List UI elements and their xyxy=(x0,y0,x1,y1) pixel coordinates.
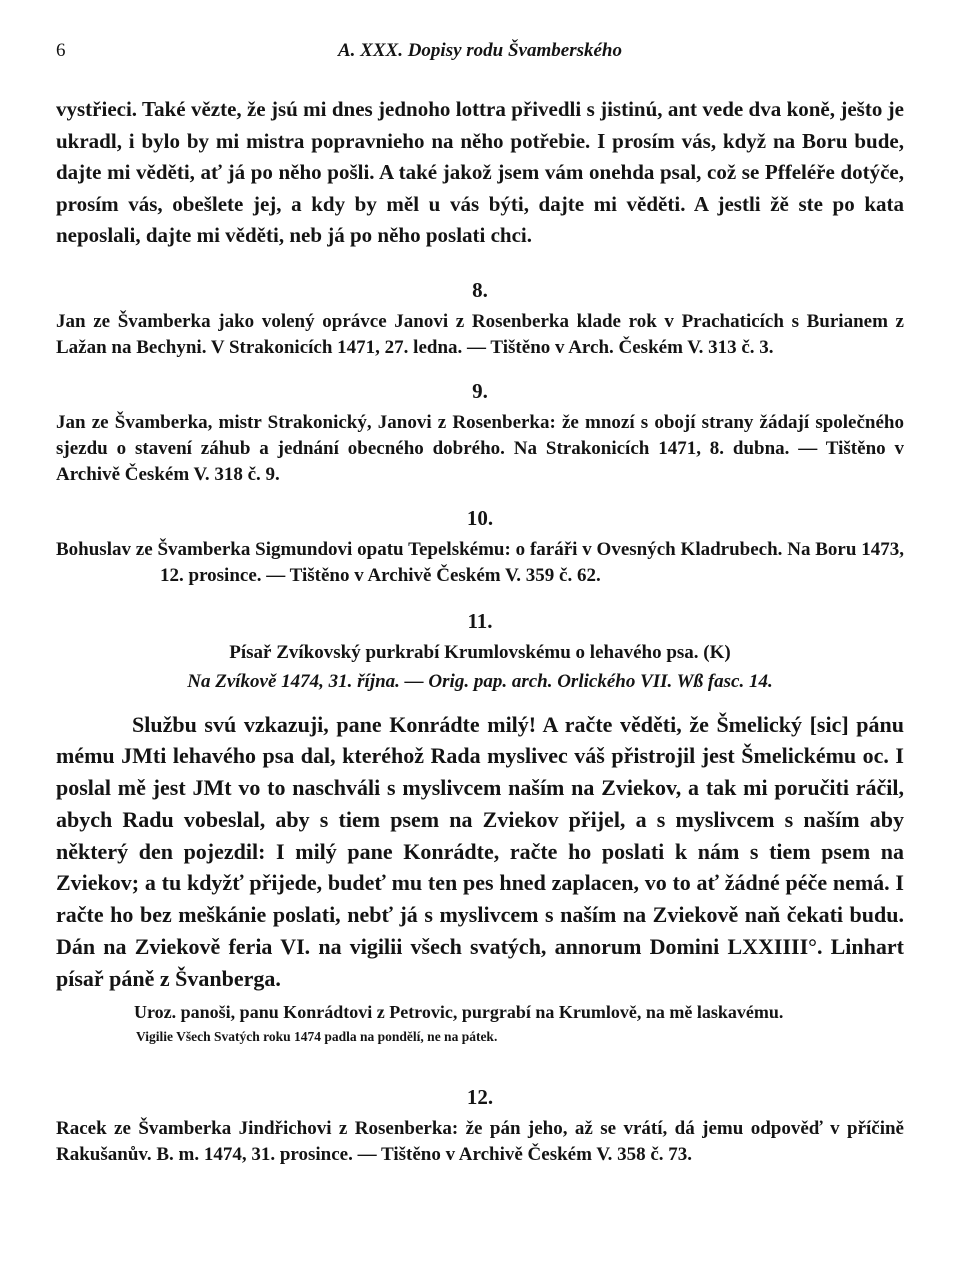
continuation-text: vystřieci. Také vězte, že jsú mi dnes jednoho lottra přivedli s jistinú, ant vede dva koně, ješto je ukradl, i bylo by mi mistra popravnieho na něho potřebie. I prosím vás, když na Boru bude, dajte mi věděti, ať já po něho pošli. A také jakož jsem vám onehda psal, což se Pffeléře dotýče, prosím vás, obešlete jej, a kdy by měl u vás býti, dajte mi věděti. A jestli žě ste po kata neposlali, dajte mi věděti, neb já po něho poslati chci. xyxy=(56,97,904,247)
entry-11-address: Uroz. panoši, panu Konrádtovi z Petrovic, purgrabí na Krumlově, na mě laskavému. xyxy=(134,1001,784,1022)
page-number: 6 xyxy=(56,40,66,61)
entry-11-note: Vigilie Všech Svatých roku 1474 padla na pondělí, ne na pátek. xyxy=(136,1028,498,1044)
entry-8-text: Jan ze Švamberka jako volený oprávce Janovi z Rosenberka klade rok v Prachaticích s Burianem z Lažan na Bechyni. V Strakonicích 1471, 27. ledna. — Tištěno v Arch. Českém V. 313 č. 3. xyxy=(56,310,904,358)
page-header xyxy=(56,40,904,74)
page xyxy=(56,40,904,1168)
entry-11-summary: Písař Zvíkovský purkrabí Krumlovskému o lehavého psa. (K) xyxy=(229,641,731,663)
entry-number-9: 9. xyxy=(472,378,488,403)
entry-11-source: Na Zvíkově 1474, 31. října. — Orig. pap. arch. Orlického VII. Wß fasc. 14. xyxy=(187,670,773,692)
entry-number-11: 11. xyxy=(467,608,493,633)
entry-12-text: Racek ze Švamberka Jindřichovi z Rosenberka: že pán jeho, až se vrátí, dá jemu odpověď v příčině Rakušanův. B. m. 1474, 31. prosince. — Tištěno v Archivě Českém V. 358 č. 73. xyxy=(56,1117,904,1165)
entry-number-8: 8. xyxy=(472,277,488,302)
entry-number-12: 12. xyxy=(466,1084,494,1109)
entry-9-text: Jan ze Švamberka, mistr Strakonický, Janovi z Rosenberka: že mnozí s obojí strany žádají společného sjezdu o stavení záhub a jednání obecného dobrého. Na Strakonicích 1471, 8. dubna. — Tištěno v Archivě Českém V. 318 č. 9. xyxy=(56,411,904,485)
entry-11-letter: Službu svú vzkazuji, pane Konrádte milý! A račte věděti, že Šmelický [sic] pánu mému JMti lehavého psa dal, kteréhož Rada myslivec váš přistrojil jest Šmelickému oc. I poslal mě jest JMt vo to naschváli s myslivcem naším na Zviekov, a tak mi poručiti ráčil, abych Radu vobeslal, aby s tiem psem na Zviekov přijel, a s myslivcem s naším aby některý den pojezdil: I milý pane Konrádte, račte ho poslati k nám s tiem psem na Zviekov; a tu kdyžť přijede, budeť mu ten pes hned zaplacen, vo to ať žádné péče nemá. I račte ho bez meškánie poslati, nebť já s myslivcem s naším na Zviekově naň čekati budu. Dán na Zviekově feria VI. na vigilii všech svatých, annorum Domini LXXIIII°. Linhart písař páně z Švanberga. xyxy=(56,711,904,991)
entry-10-text: Bohuslav ze Švamberka Sigmundovi opatu Tepelskému: o faráři v Ovesných Kladrubech. Na Boru 1473, 12. prosince. — Tištěno v Archivě Českém V. 359 č. 62. xyxy=(56,538,904,586)
running-title: A. XXX. Dopisy rodu Švamberského xyxy=(338,40,622,61)
entry-number-10: 10. xyxy=(466,505,494,530)
